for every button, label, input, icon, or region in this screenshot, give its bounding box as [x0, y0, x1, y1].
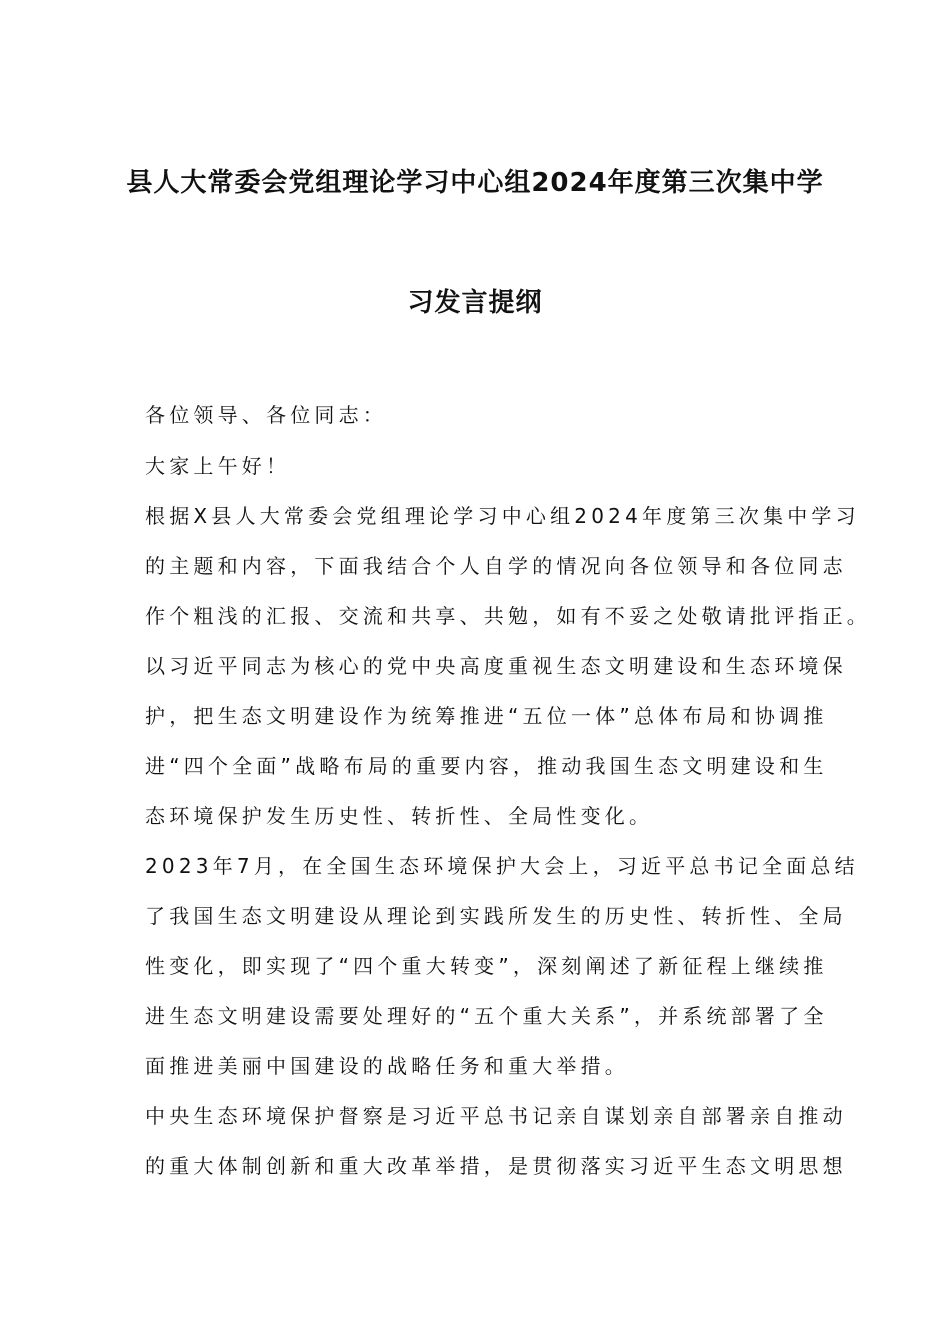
paragraph-line: 中央生态环境保护督察是习近平总书记亲自谋划亲自部署亲自推动	[145, 1104, 847, 1128]
paragraph-line: 的主题和内容，下面我结合个人自学的情况向各位领导和各位同志	[145, 554, 847, 578]
paragraph-line: 的重大体制创新和重大改革举措，是贯彻落实习近平生态文明思想	[145, 1154, 847, 1178]
paragraph-line: 进生态文明建设需要处理好的“五个重大关系”，并系统部署了全	[145, 1004, 828, 1028]
paragraph-line: 护，把生态文明建设作为统筹推进“五位一体”总体布局和协调推	[145, 704, 828, 728]
document-title-line-1: 县人大常委会党组理论学习中心组2024年度第三次集中学	[126, 168, 824, 198]
paragraph-line: 了我国生态文明建设从理论到实践所发生的历史性、转折性、全局	[145, 904, 847, 928]
salutation: 各位领导、各位同志：	[145, 403, 387, 427]
paragraph-line: 进“四个全面”战略布局的重要内容，推动我国生态文明建设和生	[145, 754, 828, 778]
paragraph-line: 2023年7月，在全国生态环境保护大会上，习近平总书记全面总结	[145, 854, 859, 878]
paragraph-line: 面推进美丽中国建设的战略任务和重大举措。	[145, 1054, 629, 1078]
paragraph-line: 作个粗浅的汇报、交流和共享、共勉，如有不妥之处敬请批评指正。	[145, 604, 871, 628]
document-title-line-2: 习发言提纲	[407, 288, 543, 318]
paragraph-line: 态环境保护发生历史性、转折性、全局性变化。	[145, 804, 654, 828]
paragraph-line: 性变化，即实现了“四个重大转变”，深刻阐述了新征程上继续推	[145, 954, 828, 978]
paragraph-line: 以习近平同志为核心的党中央高度重视生态文明建设和生态环境保	[145, 654, 847, 678]
paragraph-line: 根据X县人大常委会党组理论学习中心组2024年度第三次集中学习	[145, 504, 860, 528]
greeting: 大家上午好！	[145, 454, 291, 478]
